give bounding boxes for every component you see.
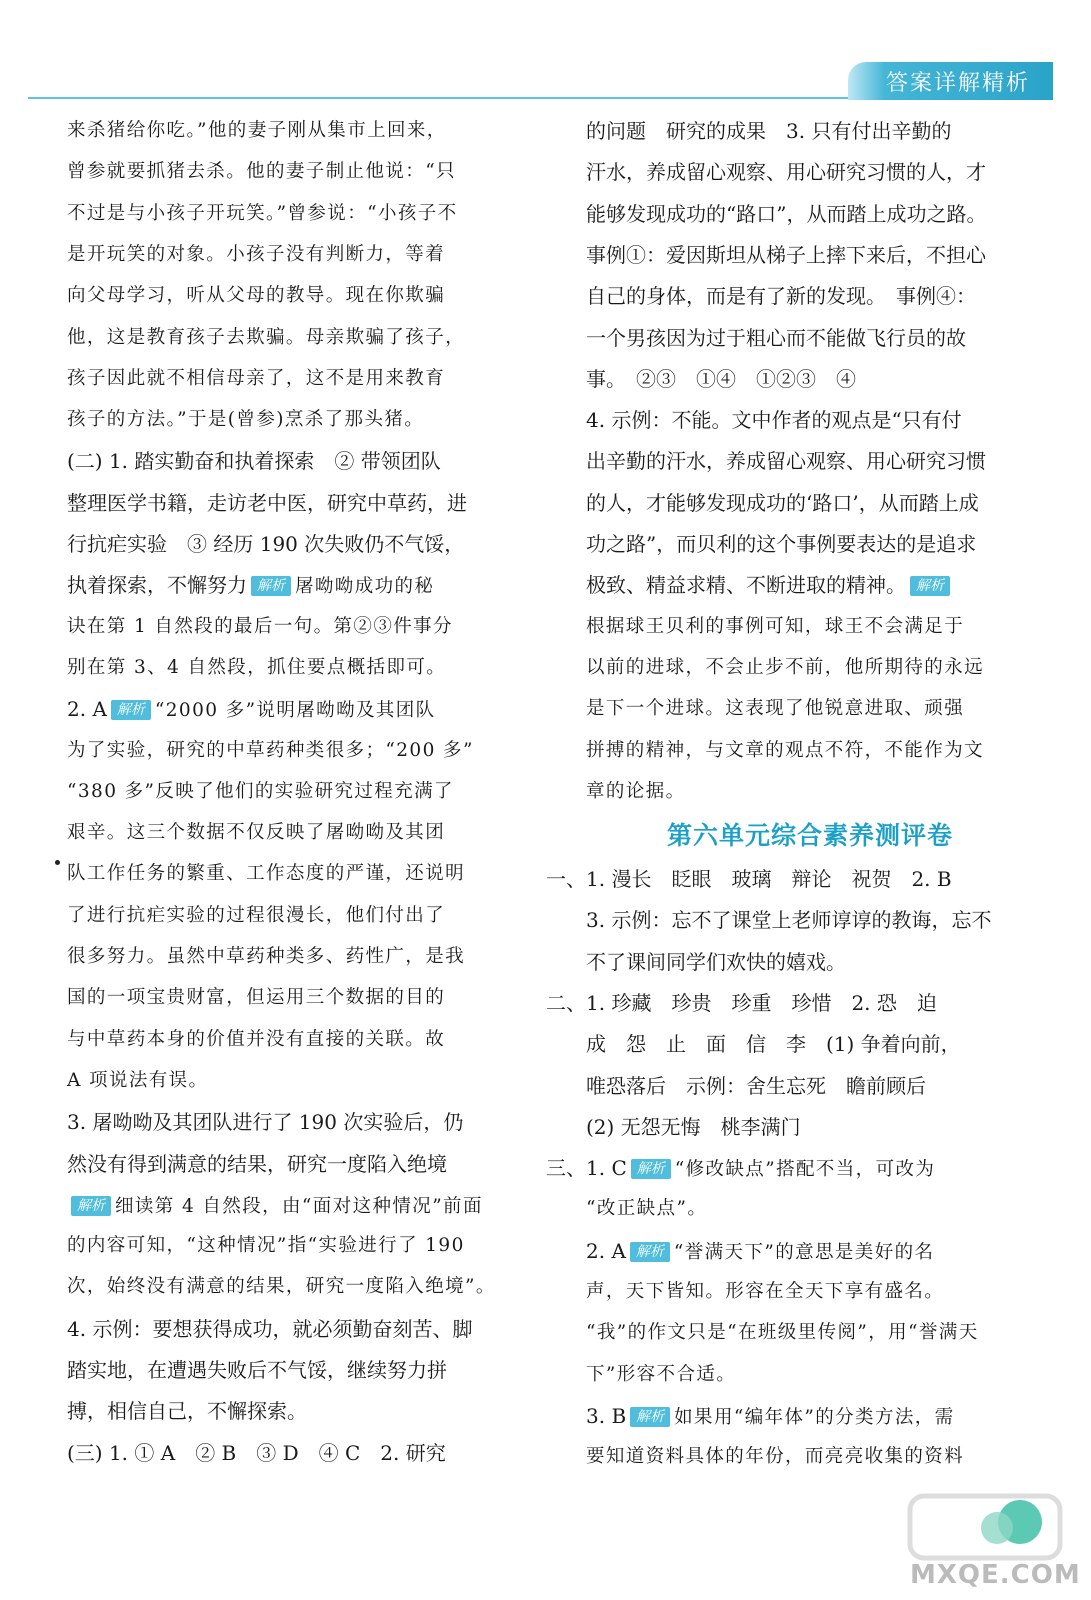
line-text: 艰辛。这三个数据不仅反映了屠呦呦及其团 — [67, 822, 446, 844]
text-line — [67, 943, 507, 971]
line-text: 根据球王贝利的事例可知，球王不会满足于 — [586, 615, 965, 637]
line-text: 次，始终没有满意的结果，研究一度陷入绝境”。 — [67, 1276, 496, 1298]
line-text: 别在第 3、4 自然段，抓住要点概括即可。 — [67, 656, 447, 678]
text-line — [586, 1361, 1026, 1389]
text-line — [586, 1402, 1026, 1432]
text-line — [586, 778, 1026, 806]
analysis-text: 如果用“编年体”的分类方法，需 — [674, 1406, 955, 1428]
text-line — [586, 1319, 1026, 1347]
line-text: 了进行抗疟实验的过程很漫长，他们付出了 — [67, 904, 446, 926]
line-text: 踏实地，在遭遇失败后不气馁，继续努力拼 — [67, 1358, 447, 1382]
text-line — [67, 1191, 507, 1221]
header-rule — [28, 97, 863, 99]
line-text: 不过是与小孩子开玩笑。”曾参说：“小孩子不 — [67, 202, 458, 224]
analysis-tag: 解析 — [910, 576, 950, 596]
text-line — [546, 865, 986, 893]
text-line — [67, 1108, 507, 1136]
line-text: 然没有得到满意的结果，研究一度陷入绝境 — [67, 1151, 447, 1176]
line-text: 一个男孩因为过于粗心而不能做飞行员的故 — [586, 325, 966, 350]
analysis-text: 细读第 4 自然段，由“面对这种情况”前面 — [115, 1195, 483, 1217]
text-line — [586, 571, 1026, 601]
line-text: 出辛勤的汗水，养成留心观察、用心研究习惯 — [586, 449, 986, 474]
line-text: 整理医学书籍，走访老中医，研究中草药，进 — [67, 490, 467, 515]
line-text: 诀在第 1 自然段的最后一句。第②③件事分 — [67, 615, 453, 637]
line-text: “380 多”反映了他们的实验研究过程充满了 — [67, 780, 454, 802]
line-text: 要知道资料具体的年份，而亮亮收集的资料 — [586, 1446, 965, 1468]
line-text: 4. 示例：不能。文中作者的观点是“只有付 — [586, 408, 962, 433]
line-text: 下”形容不合适。 — [586, 1363, 737, 1385]
text-line — [67, 902, 507, 930]
analysis-text: “2000 多”说明屠呦呦及其团队 — [154, 700, 436, 722]
analysis-tag: 解析 — [71, 1196, 111, 1216]
line-text: 事例①：爱因斯坦从梯子上摔下来后，不担心 — [586, 242, 986, 267]
text-line — [67, 737, 507, 765]
line-text: 曾参就要抓猪去杀。他的妻子制止他说：“只 — [67, 161, 456, 183]
line-text: 汗水，养成留心观察、用心研究习惯的人，才 — [586, 160, 986, 185]
line-text: 孩子的方法。”于是(曾参)烹杀了那头猪。 — [67, 409, 425, 431]
line-text: 三、1. C — [546, 1156, 627, 1181]
line-text: 的人，才能够发现成功的‘路口’，从而踏上成 — [586, 490, 979, 515]
line-text: 一、1. 漫长 眨眼 玻璃 辩论 祝贺 2. B — [546, 867, 952, 891]
text-line — [586, 406, 1026, 434]
line-text: 队工作任务的繁重、工作态度的严谨，还说明 — [67, 863, 466, 885]
analysis-tag: 解析 — [630, 1242, 670, 1262]
line-text: A 项说法有误。 — [67, 1069, 209, 1091]
text-line — [67, 530, 507, 558]
line-text: “我”的作文只是“在班级里传阅”，用“誉满天 — [586, 1322, 979, 1344]
analysis-text: 屠呦呦成功的秘 — [295, 576, 435, 598]
text-line — [586, 1237, 1026, 1267]
text-line — [67, 282, 507, 310]
text-line — [67, 447, 507, 475]
line-text: 搏，相信自己，不懈探索。 — [67, 1399, 307, 1424]
text-line — [586, 654, 1026, 682]
line-text: 为了实验，研究的中草药种类很多；“200 多” — [67, 739, 474, 761]
line-text: “改正缺点”。 — [586, 1198, 708, 1220]
line-text: 3. 屠呦呦及其团队进行了 190 次实验后，仍 — [67, 1110, 464, 1135]
text-line — [586, 447, 1026, 475]
text-line — [67, 1439, 507, 1467]
text-line — [67, 158, 507, 186]
text-line — [586, 695, 1026, 723]
line-text: 拼搏的精神，与文章的观点不符，不能作为文 — [586, 739, 985, 761]
line-text: 国的一项宝贵财富，但运用三个数据的目的 — [67, 987, 446, 1009]
text-line — [586, 158, 1026, 186]
line-text: 能够发现成功的“路口”，从而踏上成功之路。 — [586, 201, 987, 226]
text-line — [586, 365, 1026, 393]
text-line — [586, 1443, 1026, 1471]
header-title: 答案详解精析 — [886, 71, 1031, 96]
line-text: 不了课间同学们欢快的嬉戏。 — [586, 949, 846, 974]
watermark-text: MXQE.COM — [910, 1560, 1081, 1590]
line-text: 执着探索，不懈努力 — [67, 573, 247, 598]
line-text: 向父母学习，听从父母的教导。现在你欺骗 — [67, 285, 446, 307]
text-line — [67, 695, 507, 725]
line-text: 与中草药本身的价值并没有直接的关联。故 — [67, 1028, 446, 1050]
line-text: 章的论据。 — [586, 780, 686, 802]
text-line — [67, 365, 507, 393]
text-line — [586, 241, 1026, 269]
analysis-text: “修改缺点”搭配不当，可改为 — [674, 1159, 936, 1181]
line-text: 2. A — [586, 1238, 626, 1263]
line-text: 来杀猪给你吃。”他的妻子刚从集市上回来， — [67, 120, 447, 141]
text-line — [67, 1067, 507, 1095]
line-text: 二、1. 珍藏 珍贵 珍重 珍惜 2. 恐 迫 — [546, 990, 937, 1015]
text-line — [67, 117, 507, 145]
text-line — [586, 324, 1026, 352]
analysis-text: “誉满天下”的意思是美好的名 — [673, 1241, 935, 1263]
text-line — [67, 1315, 507, 1343]
text-line — [67, 1232, 507, 1260]
text-line — [586, 1195, 1026, 1223]
text-line — [67, 1150, 507, 1178]
line-text: (三) 1. ① A ② B ③ D ④ C 2. 研究 — [67, 1440, 446, 1465]
text-line — [67, 200, 507, 228]
text-line — [67, 324, 507, 352]
text-line — [67, 1356, 507, 1384]
line-text: 行抗疟实验 ③ 经历 190 次失败仍不气馁， — [67, 532, 465, 556]
text-line — [67, 819, 507, 847]
text-line — [67, 613, 507, 641]
line-text: 2. A — [67, 697, 107, 722]
text-line — [586, 282, 1026, 310]
text-line — [67, 406, 507, 434]
line-text: 4. 示例：要想获得成功，就必须勤奋刻苦、脚 — [67, 1316, 473, 1341]
text-line — [67, 1273, 507, 1301]
section-title: 第六单元综合素养测评卷 — [666, 821, 953, 850]
line-text: 功之路”，而贝利的这个事例要表达的是追求 — [586, 532, 977, 556]
analysis-tag: 解析 — [111, 700, 151, 720]
text-line — [586, 737, 1026, 765]
text-line — [586, 613, 1026, 641]
analysis-tag: 解析 — [630, 1407, 670, 1427]
line-text: (2) 无怨无悔 桃李满门 — [586, 1114, 801, 1139]
text-line — [67, 241, 507, 269]
line-text: 是下一个进球。这表现了他锐意进取、顽强 — [586, 698, 965, 720]
text-line — [67, 1026, 507, 1054]
line-text: (二) 1. 踏实勤奋和执着探索 ② 带领团队 — [67, 449, 441, 474]
line-text: 是开玩笑的对象。小孩子没有判断力，等着 — [67, 243, 446, 265]
text-line — [586, 1113, 1026, 1141]
line-text: 他，这是教育孩子去欺骗。母亲欺骗了孩子， — [67, 326, 466, 348]
line-text: 3. B — [586, 1403, 627, 1428]
line-text: 事。 ②③ ①④ ①②③ ④ — [586, 366, 856, 391]
text-line — [67, 778, 507, 806]
line-text: 的问题 研究的成果 3. 只有付出辛勤的 — [586, 119, 952, 143]
text-line — [586, 1072, 1026, 1100]
text-line — [67, 489, 507, 517]
analysis-tag: 解析 — [631, 1159, 671, 1179]
text-line — [67, 571, 507, 601]
text-line — [586, 1030, 1026, 1058]
line-text: 3. 示例：忘不了课堂上老师谆谆的教诲，忘不 — [586, 908, 992, 933]
line-text: 成 怨 止 面 信 李 (1) 争着向前， — [586, 1032, 961, 1057]
text-line — [586, 948, 1026, 976]
text-line — [586, 489, 1026, 517]
line-text: 很多努力。虽然中草药种类多、药性广，是我 — [67, 946, 466, 967]
text-line — [586, 200, 1026, 228]
text-line — [546, 989, 986, 1017]
line-text: 声，天下皆知。形容在全天下享有盛名。 — [586, 1281, 945, 1302]
line-text: 以前的进球，不会止步不前，他所期待的永远 — [586, 656, 985, 678]
text-line — [586, 1278, 1026, 1306]
line-text: 自己的身体，而是有了新的发现。 事例④： — [586, 284, 976, 309]
text-line — [67, 984, 507, 1012]
text-line — [586, 117, 1026, 145]
line-text: 孩子因此就不相信母亲了，这不是用来教育 — [67, 367, 446, 389]
line-text: 极致、精益求精、不断进取的精神。 — [586, 573, 906, 598]
text-line — [67, 860, 507, 888]
text-line — [67, 654, 507, 682]
line-text: 的内容可知，“这种情况”指“实验进行了 190 — [67, 1235, 465, 1257]
analysis-tag: 解析 — [251, 576, 291, 596]
text-line — [546, 1154, 986, 1184]
text-line — [67, 1397, 507, 1425]
margin-dot — [55, 860, 60, 865]
text-line — [586, 530, 1026, 558]
line-text: 唯恐落后 示例：舍生忘死 瞻前顾后 — [586, 1073, 926, 1098]
text-line — [586, 906, 1026, 934]
